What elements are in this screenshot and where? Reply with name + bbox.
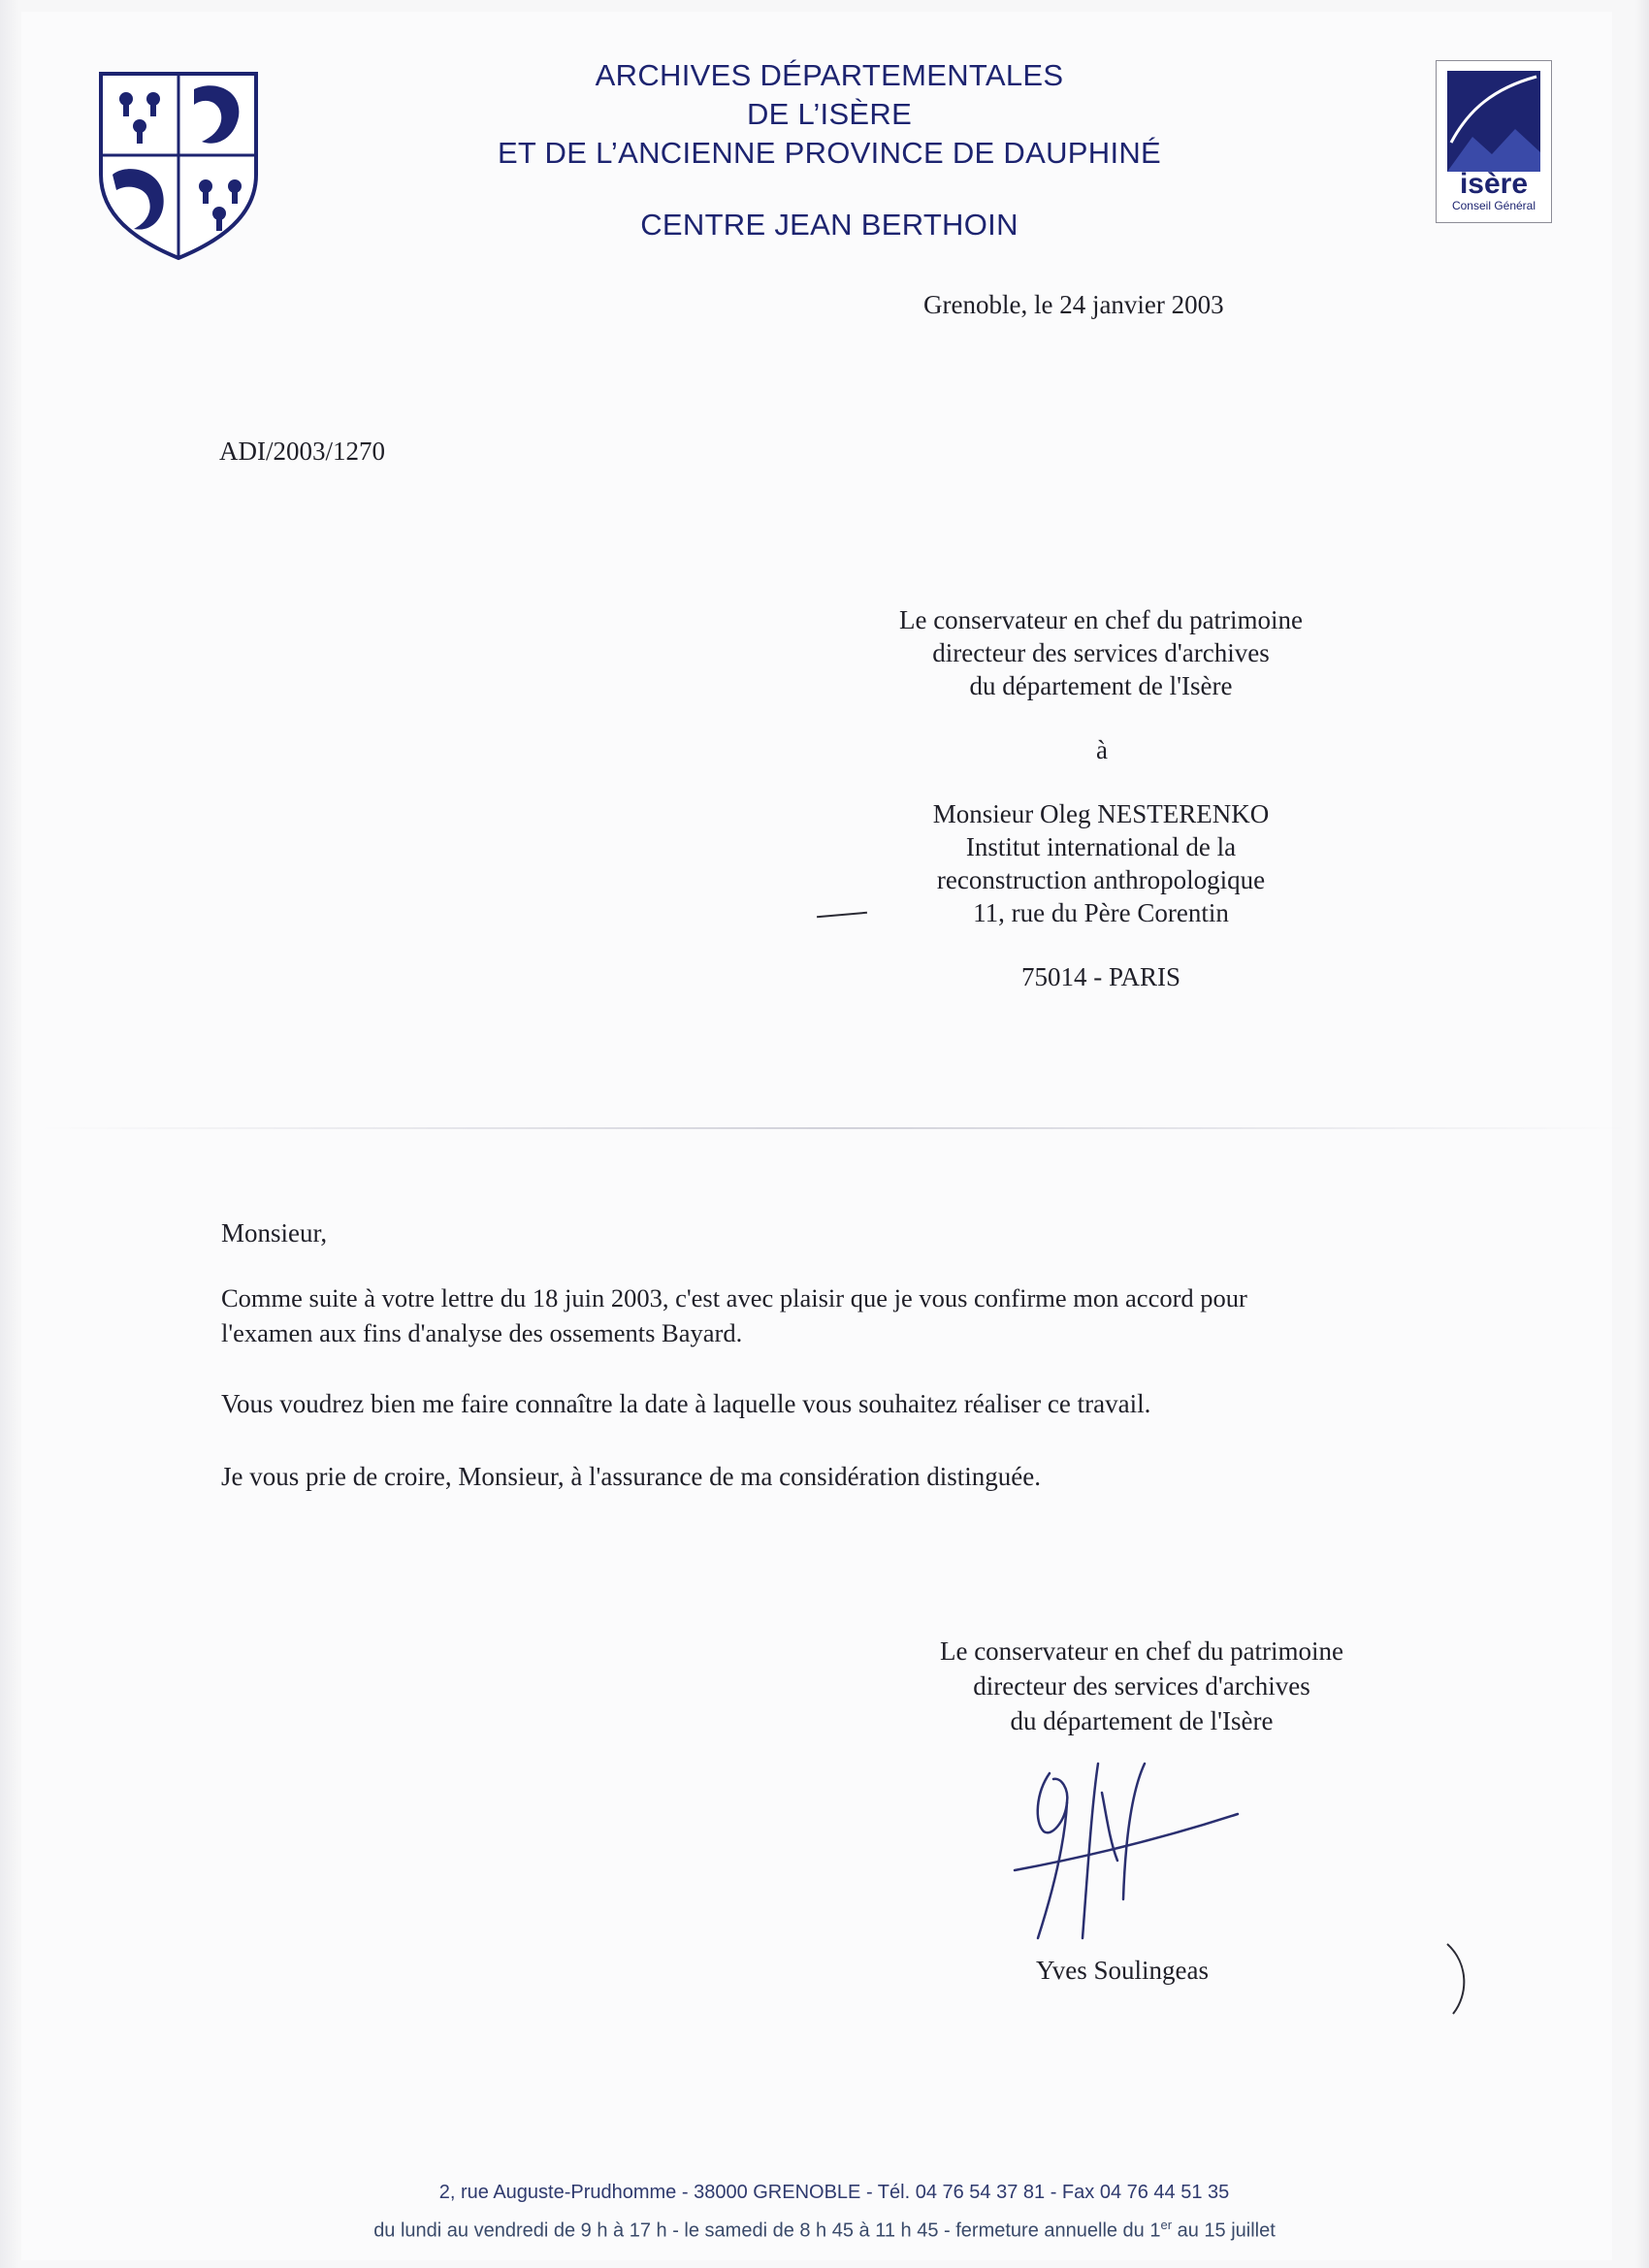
salutation: Monsieur, [221, 1218, 328, 1247]
isere-logo [1436, 60, 1552, 223]
paper-edge-left [0, 0, 19, 2268]
signature-title [846, 1634, 1438, 1738]
letterhead-title [407, 56, 1251, 173]
page-fold-line [39, 1127, 1630, 1129]
sender-block [805, 603, 1397, 702]
isere-logo-subtitle: Conseil Général [1451, 199, 1536, 212]
signature-title-line-3: du département de l'Isère [1010, 1706, 1274, 1735]
recipient-line-1: Monsieur Oleg NESTERENKO [932, 799, 1270, 828]
recipient-line-3: reconstruction anthropologique [936, 865, 1266, 894]
reference-number: ADI/2003/1270 [219, 437, 385, 466]
letterhead-line-2: DE L’ISÈRE [746, 97, 913, 131]
recipient-city: 75014 - PARIS [1020, 962, 1181, 991]
letterhead-centre: CENTRE JEAN BERTHOIN [640, 208, 1018, 242]
paragraph-1-line-2: l'examen aux fins d'analyse des ossements Bayard. [221, 1318, 743, 1347]
signature-title-line-2: directeur des services d'archives [973, 1671, 1310, 1701]
letter-page [21, 12, 1612, 2260]
footer-hours-part-2: au 15 juillet [1172, 2219, 1276, 2242]
recipient-address [834, 797, 1368, 929]
recipient-line-4: 11, rue du Père Corentin [973, 898, 1229, 927]
sender-line-2: directeur des services d'archives [932, 638, 1270, 667]
pen-mark-curve [1443, 1940, 1472, 2023]
paper-edge-right [1635, 0, 1649, 2268]
handwritten-signature [1009, 1754, 1251, 1953]
paragraph-2: Vous voudrez bien me faire connaître la date à laquelle vous souhaitez réaliser ce travail. [221, 1389, 1151, 1418]
footer-hours [242, 2209, 1406, 2248]
letter-date: Grenoble, le 24 janvier 2003 [923, 290, 1224, 319]
signatory-name: Yves Soulingeas [1036, 1956, 1210, 1985]
isere-mark-icon [1447, 71, 1540, 172]
letterhead-line-1: ARCHIVES DÉPARTEMENTALES [595, 58, 1064, 92]
paragraph-1 [221, 1280, 1482, 1350]
footer-hours-superscript: er [1160, 2218, 1173, 2232]
footer-hours-part-1: du lundi au vendredi de 9 h à 17 h - le samedi de 8 h 45 à 11 h 45 - fermeture annuelle du 1 [373, 2219, 1161, 2242]
signature-title-line-1: Le conservateur en chef du patrimoine [939, 1636, 1344, 1666]
recipient-line-2: Institut international de la [965, 832, 1237, 861]
to-word: à [1096, 735, 1108, 764]
isere-logo-brand: isère [1459, 168, 1529, 200]
letterhead-line-3: ET DE L’ANCIENNE PROVINCE DE DAUPHINÉ [497, 136, 1162, 170]
coat-of-arms-icon [97, 70, 260, 267]
sender-line-1: Le conservateur en chef du patrimoine [898, 605, 1304, 634]
paragraph-3: Je vous prie de croire, Monsieur, à l'assurance de ma considération distinguée. [221, 1462, 1042, 1491]
footer-address: 2, rue Auguste-Prudhomme - 38000 GRENOBLE - Tél. 04 76 54 37 81 - Fax 04 76 44 51 35 [438, 2182, 1230, 2203]
paragraph-1-line-1: Comme suite à votre lettre du 18 juin 2003, c'est avec plaisir que je vous confirme mon accord pour [221, 1283, 1247, 1312]
sender-line-3: du département de l'Isère [969, 671, 1233, 700]
